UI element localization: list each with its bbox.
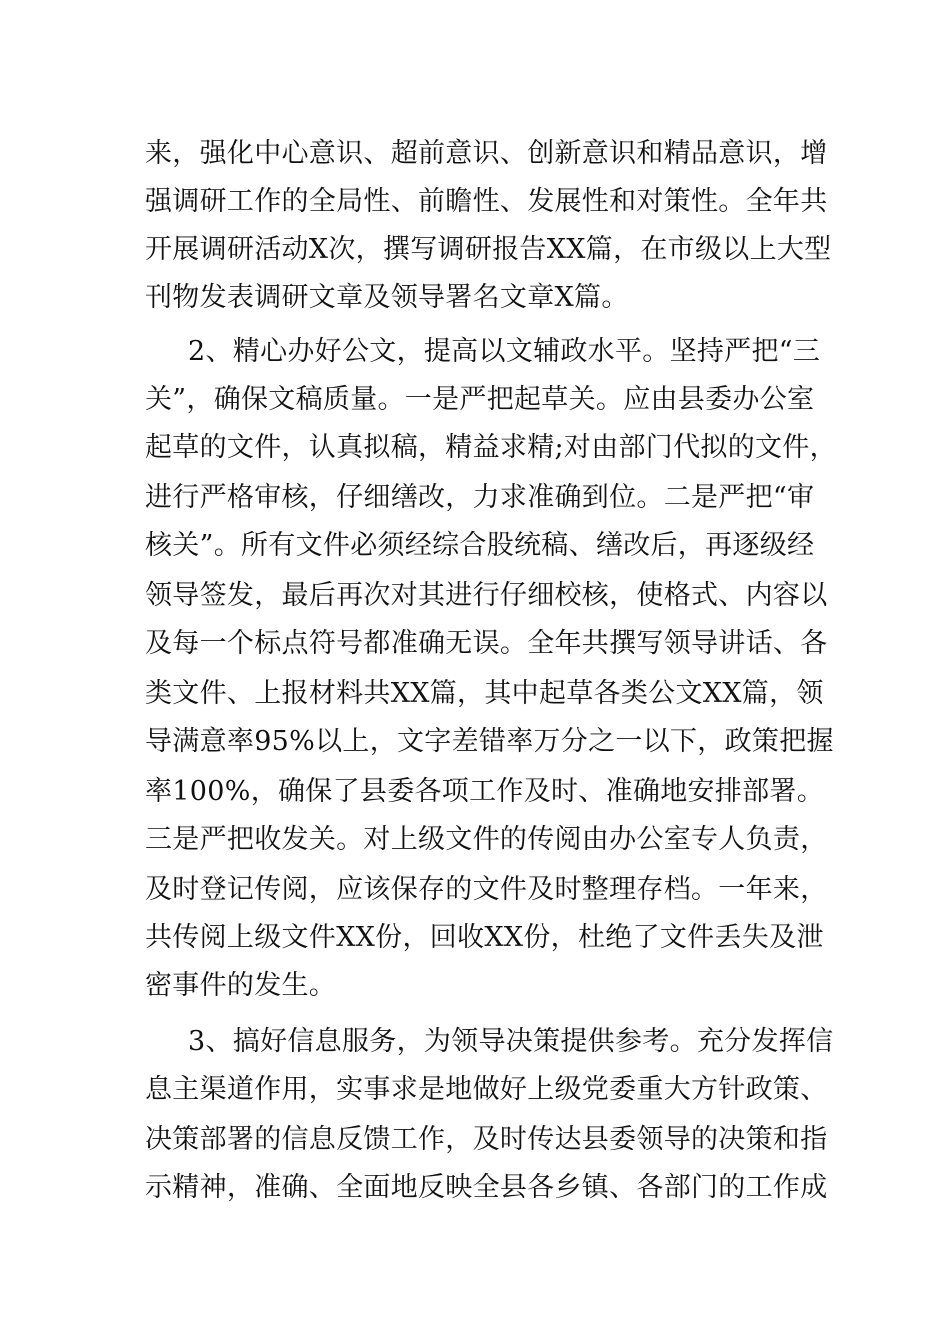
text-line: 类文件、上报材料共XX篇，其中起草各类公文XX篇，领 <box>145 678 824 709</box>
text-line: 起草的文件，认真拟稿，精益求精;对由部门代拟的文件， <box>145 432 837 463</box>
text-line: 率100%，确保了县委各项工作及时、准确地安排部署。 <box>145 776 824 807</box>
text-line: 进行严格审核，仔细缮改，力求准确到位。二是严把“审 <box>145 482 815 513</box>
text-line: 及时登记传阅，应该保存的文件及时整理存档。一年来， <box>145 874 828 905</box>
text-line: 导满意率95%以上，文字差错率万分之一以下，政策把握 <box>145 726 834 757</box>
text-line: 密事件的发生。 <box>145 970 337 1001</box>
text-line: 三是严把收发关。对上级文件的传阅由办公室专人负责， <box>145 824 828 855</box>
text-line: 决策部署的信息反馈工作，及时传达县委领导的决策和指 <box>145 1124 828 1155</box>
text-line: 及每一个标点符号都准确无误。全年共撰写领导讲话、各 <box>145 628 828 659</box>
text-line: 刊物发表调研文章及领导署名文章X篇。 <box>145 282 629 313</box>
paragraph-start-line: 2、精心办好公文，提高以文辅政水平。坚持严把“三 <box>188 336 821 367</box>
text-line: 强调研工作的全局性、前瞻性、发展性和对策性。全年共 <box>145 186 828 217</box>
text-line: 来，强化中心意识、超前意识、创新意识和精品意识，增 <box>145 138 828 169</box>
text-line: 领导签发，最后再次对其进行仔细校核，使格式、内容以 <box>145 580 828 611</box>
text-line: 共传阅上级文件XX份，回收XX份，杜绝了文件丢失及泄 <box>145 922 824 953</box>
text-line: 开展调研活动X次，撰写调研报告XX篇，在市级以上大型 <box>145 234 832 265</box>
text-line: 关”，确保文稿质量。一是严把起草关。应由县委办公室 <box>145 384 815 415</box>
text-line: 核关”。所有文件必须经综合股统稿、缮改后，再逐级经 <box>145 530 815 561</box>
text-line: 息主渠道作用，实事求是地做好上级党委重大方针政策、 <box>145 1074 828 1105</box>
text-line: 示精神，准确、全面地反映全县各乡镇、各部门的工作成 <box>145 1172 828 1203</box>
paragraph-start-line: 3、搞好信息服务，为领导决策提供参考。充分发挥信 <box>188 1026 834 1057</box>
